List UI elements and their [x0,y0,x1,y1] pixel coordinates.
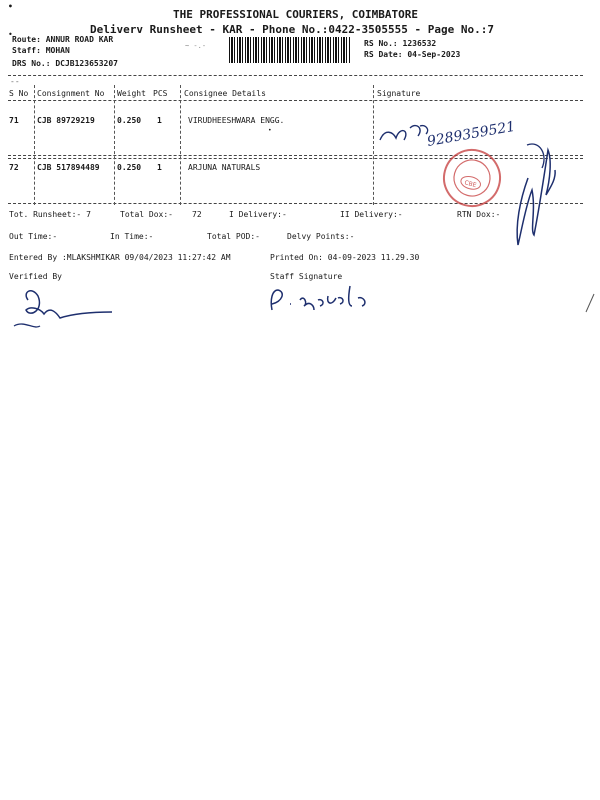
total-pod: Total POD:- [207,232,260,241]
margin-mark [586,294,594,312]
receiver-signature [517,150,555,245]
company-name: THE PROFESSIONAL COURIERS, COIMBATORE [173,8,419,21]
tot-runsheet: Tot. Runsheet:- 7 [9,210,91,219]
verifier-signature-stroke [14,324,40,327]
handwritten-scribble [380,126,428,140]
total-dox-label: Total Dox:- [120,210,173,219]
rs-date: RS Date: 04-Sep-2023 [364,50,461,59]
scan-mark: ~ -.- [185,42,207,50]
col-weight: Weight [117,89,146,98]
row-pcs: 1 [157,116,162,125]
printed-on: Printed On: 04-09-2023 11.29.30 [270,253,420,262]
out-time: Out Time:- [9,232,58,241]
row-consignment: CJB 517894489 [37,163,100,172]
row-consignee: VIRUDHEESHWARA ENGG. [188,116,285,125]
dash-mark: -- [10,77,20,86]
col-pcs: PCS [153,89,168,98]
delvy-points: Delvy Points:- [287,232,355,241]
handwritten-phone: 9289359521 [425,118,517,150]
col-consignment: Consignment No [37,89,105,98]
row-sno: 71 [9,116,19,125]
verifier-signature [26,291,112,318]
row-consignee: ARJUNA NATURALS [188,163,261,172]
rtn-dox: RTN Dox:- [457,210,501,219]
row-consignment: CJB 89729219 [37,116,95,125]
route: Route: ANNUR ROAD KAR [12,35,114,44]
receiver-signature-stroke [527,144,544,168]
dot-mark: • [8,30,13,39]
staff-name: Staff: MOHAN [12,46,70,55]
col-signature: Signature [377,89,421,98]
row-weight: 0.250 [117,116,142,125]
dot-mark: • [8,2,13,11]
col-sno: S No [9,89,29,98]
company-stamp [438,144,507,213]
staff-signature-label: Staff Signature [270,272,343,281]
verified-by-label: Verified By [9,272,62,281]
col-consignee: Consignee Details [184,89,266,98]
ink-dot: • [268,127,272,134]
i-delivery: I Delivery:- [229,210,287,219]
row-pcs: 1 [157,163,162,172]
row-weight: 0.250 [117,163,142,172]
total-dox-value: 72 [192,210,202,219]
runsheet-title: Deliverv Runsheet - KAR - Phone No.:0422-3505555 - Page No.:7 [90,23,494,36]
drs-number: DRS No.: DCJB123653207 [12,59,118,68]
entered-by: Entered By :MLAKSHMIKAR 09/04/2023 11:27:42 AM [9,253,231,262]
stamp-text: CBE [463,179,478,190]
ii-delivery: II Delivery:- [340,210,403,219]
staff-signature-mark [271,286,365,310]
rs-number: RS No.: 1236532 [364,39,437,48]
in-time: In Time:- [110,232,154,241]
row-sno: 72 [9,163,19,172]
